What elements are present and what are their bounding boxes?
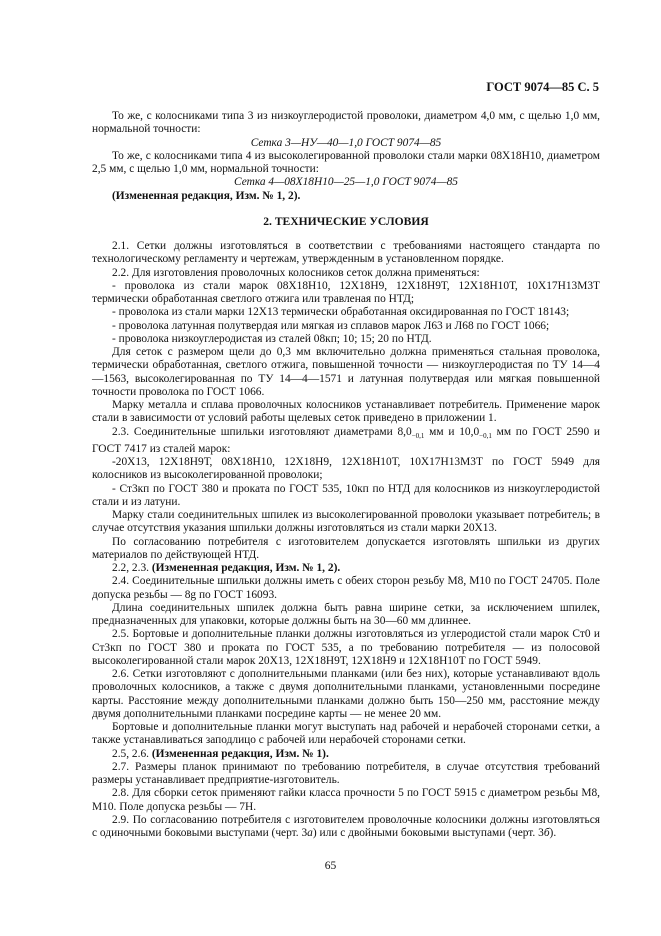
paragraph: То же, с колосниками типа 4 из высоколегированной проволоки стали марки 08Х18Н10, диаметром 2,5 мм, с щелью 1,0 мм, нормальной точности: bbox=[92, 149, 600, 175]
paragraph: Длина соединительных шпилек должна быть равна ширине сетки, за исключением шпилек, предназначенных для упаковки, которые должны быть на 30—60 мм длиннее. bbox=[92, 601, 600, 627]
clause-2-6: 2.6. Сетки изготовляют с дополнительными планками (или без них), которые устанавливают вдоль проволочных колосников, а также с двумя дополнительными планками, установленными посредине карты. Расстояние между дополнительными планками должно быть 150—250 мм, расстояние между двумя дополнительными планками посредине карты — не менее 20 мм. bbox=[92, 668, 600, 720]
page-header: ГОСТ 9074—85 С. 5 bbox=[486, 80, 599, 94]
list-item: - проволока из стали марки 12Х13 термически обработанная оксидированная по ГОСТ 18143; bbox=[112, 306, 570, 319]
paragraph: Марку стали соединительных шпилек из высоколегированной проволоки указывает потребитель; в случае отсутствия указания шпильки должны изготовляться из стали марки 20Х13. bbox=[92, 509, 600, 535]
clause-2-2: 2.2. Для изготовления проволочных колосников сеток должна применяться: bbox=[112, 266, 480, 279]
paragraph: То же, с колосниками типа 3 из низкоуглеродистой проволоки, диаметром 4,0 мм, с щелью 1,0 мм, нормальной точности: bbox=[92, 110, 600, 136]
page-number: 65 bbox=[324, 860, 337, 872]
clause-2-3: 2.3. Соединительные шпильки изготовляют диаметрами $8,0_{-0,1}$ мм и $10,0_{-0,1}$ мм по ГОСТ 2590 и ГОСТ 7417 из сталей марок: bbox=[92, 425, 601, 455]
clause-2-4: 2.4. Соединительные шпильки должны иметь с обеих сторон резьбу М8, М10 по ГОСТ 24705. Поле допуска резьбы — 8g по ГОСТ 16093. bbox=[92, 575, 600, 601]
clause-2-5: 2.5. Бортовые и дополнительные планки должны изготовляться из углеродистой стали марок Ст0 и Ст3кп по ГОСТ 380 и проката по ГОСТ 535, а по требованию потребителя — из полосовой высоколегированной стали марок 20Х13, 12Х18Н9Т, 12Х18Н9 и 12Х18Н10Т по ГОСТ 5949. bbox=[92, 628, 600, 667]
list-item: -20Х13, 12Х18Н9Т, 08Х18Н10, 12Х18Н9, 12Х18Н10Т, 10Х17Н13М3Т по ГОСТ 5949 для колосников из высоколегированной проволоки; bbox=[92, 456, 600, 482]
paragraph: По согласованию потребителя с изготовителем допускается изготовлять шпильки из других материалов по действующей НТД. bbox=[92, 535, 600, 561]
designation-example: Сетка 4—08Х18Н10—25—1,0 ГОСТ 9074—85 bbox=[234, 176, 458, 189]
list-item: - проволока из стали марок 08Х18Н10, 12Х18Н9, 12Х18Н9Т, 12Х18Н10Т, 10Х17Н13М3Т термически обработанная светлого отжига или травленая по НТД; bbox=[92, 279, 600, 305]
clause-2-9: 2.9. По согласованию потребителя с изготовителем проволочные колосники должны изготовляться с одиночными боковыми выступами (черт. 3а) или с двойными боковыми выступами (черт. 3б). bbox=[92, 813, 600, 839]
list-item: - проволока латунная полутвердая или мягкая из сплавов марок Л63 и Л68 по ГОСТ 1066; bbox=[112, 319, 550, 332]
list-item: - проволока низкоуглеродистая из сталей 08кп; 10; 15; 20 по НТД. bbox=[112, 332, 432, 345]
paragraph: Марку металла и сплава проволочных колосников устанавливает потребитель. Применение марок стали в зависимости от условий работы щелевых сеток приведено в приложении 1. bbox=[92, 399, 600, 425]
paragraph: Бортовые и дополнительные планки могут выступать над рабочей и нерабочей сторонами сетки, а также устанавливаться заподлицо с рабочей или нерабочей сторонами сетки. bbox=[92, 721, 600, 747]
amendment-note: (Измененная редакция, Изм. № 1, 2). bbox=[112, 189, 301, 202]
section-heading: 2. ТЕХНИЧЕСКИЕ УСЛОВИЯ bbox=[263, 214, 429, 228]
clause-2-8: 2.8. Для сборки сеток применяют гайки класса прочности 5 по ГОСТ 5915 с диаметром резьбы М8, М10. Поле допуска резьбы — 7Н. bbox=[92, 787, 600, 813]
designation-example: Сетка 3—НУ—40—1,0 ГОСТ 9074—85 bbox=[250, 136, 442, 149]
clause-2-1: 2.1. Сетки должны изготовляться в соответствии с требованиями настоящего стандарта по технологическому регламенту и чертежам, утвержденным в установленном порядке. bbox=[92, 240, 600, 266]
list-item: - Ст3кп по ГОСТ 380 и проката по ГОСТ 535, 10кп по НТД для колосников из низкоуглеродистой стали и из латуни. bbox=[92, 482, 600, 508]
amendment-note: 2.5, 2.6. (Измененная редакция, Изм. № 1). bbox=[112, 747, 329, 760]
document-body bbox=[92, 110, 600, 840]
paragraph: Для сеток с размером щели до 0,3 мм включительно должна применяться стальная проволока, термически обработанная, светлого отжига, повышенной точности — низкоуглеродистая по ТУ 14—4—1563, высоколегированная по ТУ 14—4—1571 и латунная полутвердая или мягкая повышенной точности проволока по ГОСТ 1066. bbox=[92, 346, 600, 398]
amendment-note: 2.2, 2.3. (Измененная редакция, Изм. № 1, 2). bbox=[112, 562, 341, 574]
clause-2-7: 2.7. Размеры планок принимают по требованию потребителя, в случае отсутствия требований размеры устанавливает предприятие-изготовитель. bbox=[92, 760, 600, 786]
